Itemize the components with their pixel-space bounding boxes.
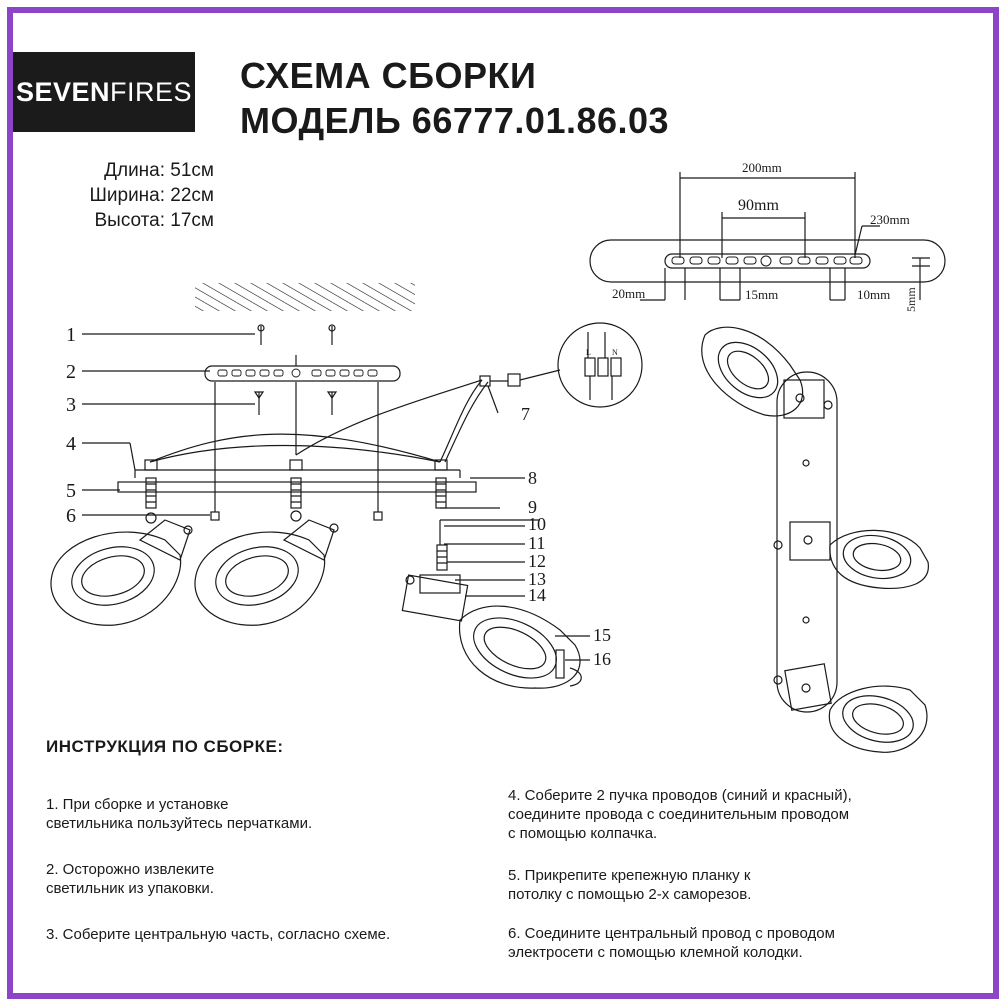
- instruction-step-1: 1. При сборке и установке светильника пользуйтесь перчатками.: [46, 796, 313, 832]
- lamp-top-view-top: [702, 327, 803, 416]
- part-number-1: 1: [66, 324, 76, 346]
- dim-5mm: 5mm: [904, 287, 918, 312]
- part-number-5: 5: [66, 480, 76, 502]
- fixture-base-outline: [777, 372, 837, 712]
- instruction-step-6: 6. Соедините центральный провод с проводом электросети с помощью клемной колодки.: [508, 925, 835, 961]
- dim-90mm: 90mm: [738, 197, 779, 214]
- instruction-step-3: 3. Соберите центральную часть, согласно схеме.: [46, 926, 391, 943]
- lamp-shade-exploded: [402, 545, 581, 690]
- dimension-length: Длина: 51см: [104, 160, 214, 181]
- part-number-16: 16: [593, 649, 611, 669]
- title-scheme: СХЕМА СБОРКИ: [240, 55, 537, 96]
- dim-230mm: 230mm: [870, 212, 910, 227]
- mounting-plate-dimension-view: [590, 172, 945, 300]
- terminal-label-n: N: [612, 348, 618, 357]
- dim-20mm: 20mm: [612, 286, 646, 301]
- dim-15mm: 15mm: [745, 287, 779, 302]
- part-number-13: 13: [528, 569, 546, 589]
- part-number-2: 2: [66, 361, 76, 383]
- instruction-step-5: 5. Прикрепите крепежную планку к потолку с помощью 2-х саморезов.: [508, 867, 752, 903]
- part-number-6: 6: [66, 505, 76, 527]
- lamp-shade-middle: [195, 511, 338, 625]
- mounting-plate-side: [205, 366, 400, 381]
- lamp-shade-left: [51, 513, 192, 625]
- brand-logo-seven: SEVEN: [15, 76, 111, 107]
- dim-10mm: 10mm: [857, 287, 891, 302]
- part-number-11: 11: [528, 533, 546, 553]
- part-number-9: 9: [528, 497, 537, 517]
- part-number-10: 10: [528, 514, 546, 534]
- mounting-plate-outline: [590, 240, 945, 282]
- brand-logo-fires: FIRES: [110, 76, 193, 107]
- fixture-top-view: [702, 327, 929, 752]
- dimension-height: Высота: 17см: [94, 210, 214, 231]
- instruction-step-2: 2. Осторожно извлеките светильник из упаковки.: [46, 861, 215, 897]
- part-number-14: 14: [528, 585, 546, 605]
- terminal-label-l: L: [586, 348, 591, 357]
- dim-200mm: 200mm: [742, 160, 782, 175]
- ceiling-hatching: [195, 283, 415, 311]
- instructions-heading: ИНСТРУКЦИЯ ПО СБОРКЕ:: [46, 737, 284, 756]
- part-number-4: 4: [66, 433, 76, 455]
- part-number-3: 3: [66, 394, 76, 416]
- part-number-8: 8: [528, 468, 537, 488]
- part-number-7: 7: [521, 404, 530, 424]
- mounting-plate-holes: [672, 256, 862, 266]
- instruction-step-4: 4. Соберите 2 пучка проводов (синий и красный), соедините провода с соединительным проводом с помощью колпачка.: [508, 787, 852, 842]
- title-model: МОДЕЛЬ 66777.01.86.03: [240, 100, 670, 141]
- part-number-15: 15: [593, 625, 611, 645]
- part-number-12: 12: [528, 551, 546, 571]
- assembly-side-view: [51, 283, 642, 690]
- terminal-block-detail: [558, 323, 642, 407]
- dimension-width: Ширина: 22см: [89, 185, 214, 206]
